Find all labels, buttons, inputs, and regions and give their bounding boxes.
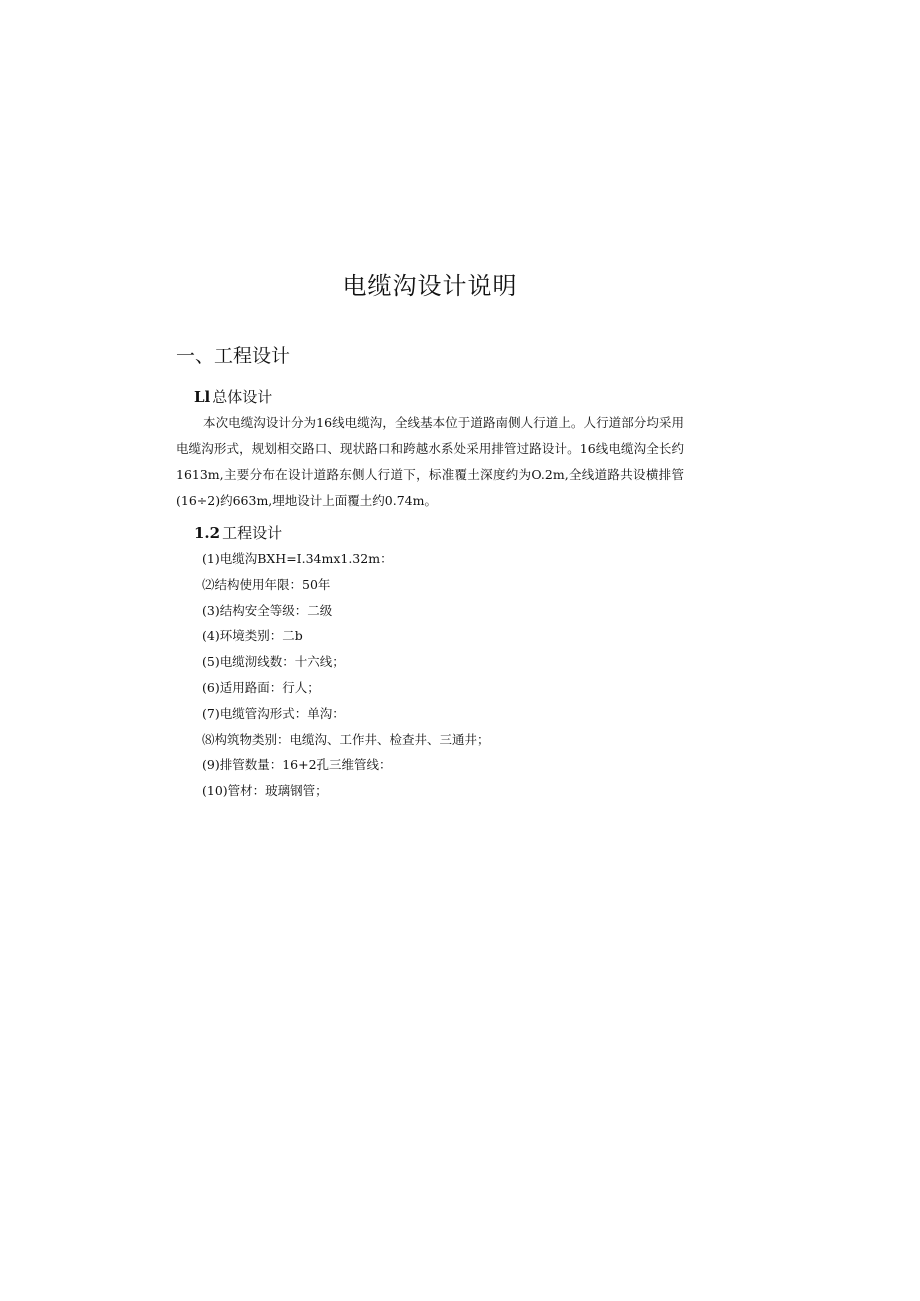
spec-item: (5)电缆沏线数：十六线；: [202, 654, 345, 670]
document-title: 电缆沟设计说明: [342, 272, 518, 300]
subsection-title: 工程设计: [222, 524, 283, 542]
spec-item: ⑻构筑物类别：电缆沟、工作井、检查井、三通井；: [202, 731, 490, 747]
design-spec-list: [202, 546, 490, 804]
section-heading-engineering-design: 一、工程设计: [176, 345, 291, 367]
spec-item: (3)结构安全等级：二级: [202, 602, 333, 618]
spec-item: (9)排管数量：16+2孔三维管线：: [202, 757, 392, 773]
spec-item: (6)适用路面：行人；: [202, 679, 320, 695]
subsection-heading-engineering-design: [194, 522, 282, 543]
subsection-number: Ll: [194, 388, 211, 406]
spec-item: (4)环境类别：二b: [202, 628, 303, 644]
subsection-title: 总体设计: [212, 388, 273, 406]
spec-item: (10)管材：玻璃钢管；: [202, 783, 328, 799]
spec-item: (1)电缆沟BXH=I.34mx1.32m：: [202, 551, 393, 566]
overall-design-paragraph: 本次电缆沟设计分为16线电缆沟，全线基本位于道路南侧人行道上。人行道部分均采用电缆沟形式，规划相交路口、现状路口和跨越水系处采用排管过路设计。16线电缆沟全长约1613m,主要分布在设计道路东侧人行道下，标准覆土深度约为O.2m,全线道路共设横排管(16÷2)约663m,埋地设计上面覆土约0.74m。: [176, 415, 684, 508]
spec-item: ⑵结构使用年限：50年: [202, 576, 331, 592]
spec-item: (7)电缆管沟形式：单沟：: [202, 705, 345, 721]
subsection-number: 1.2: [194, 524, 221, 542]
subsection-heading-overall-design: [194, 386, 272, 407]
